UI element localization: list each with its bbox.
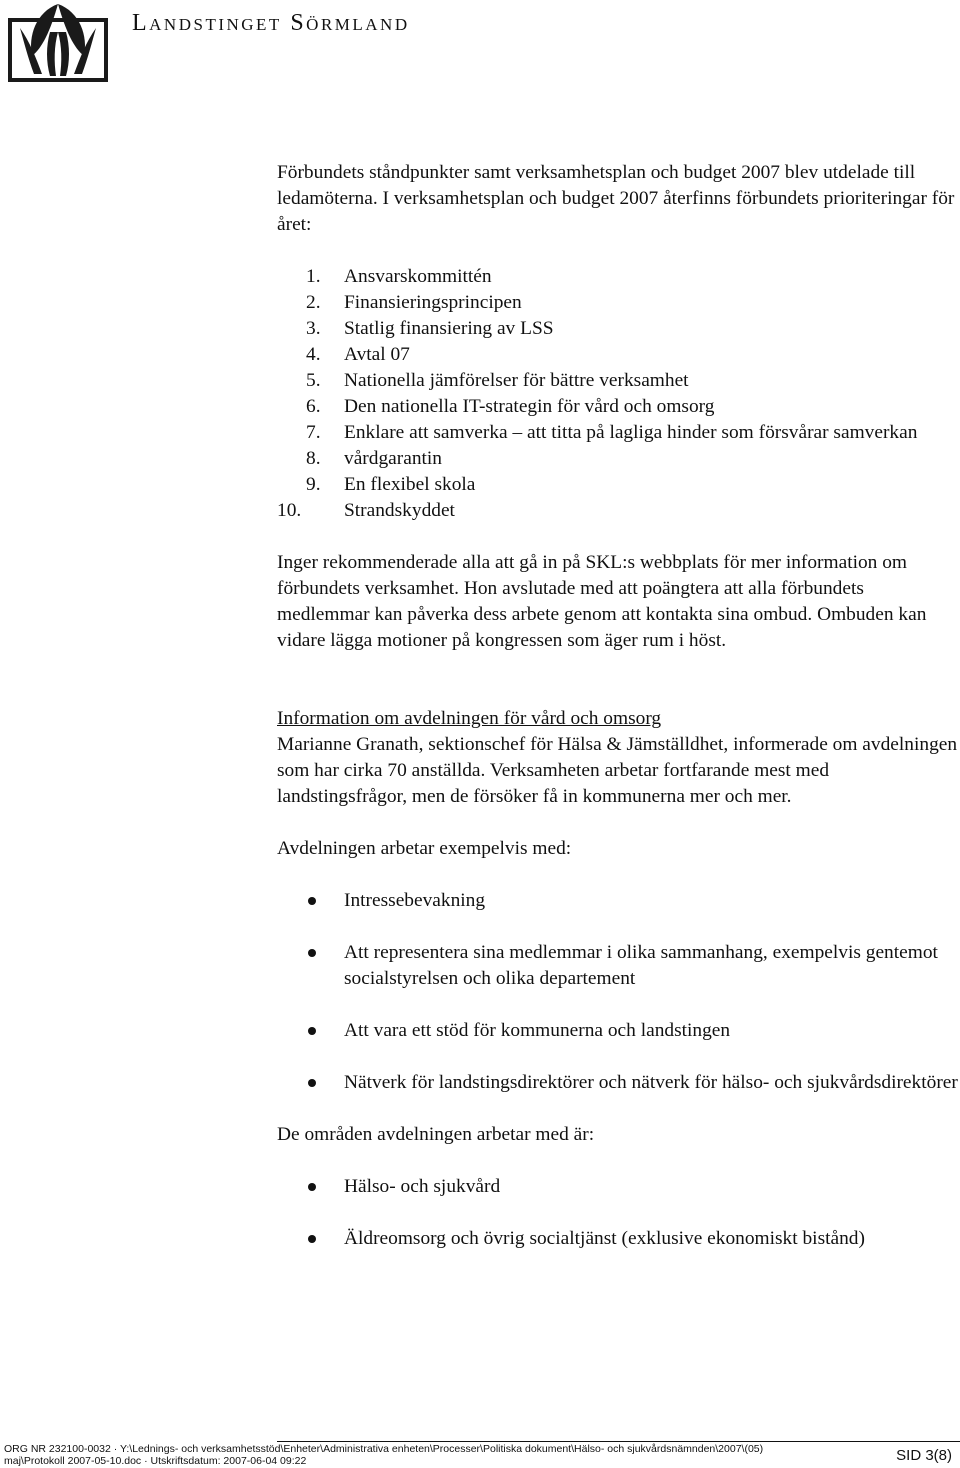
list-item: 5. Nationella jämförelser för bättre verksamhet — [306, 370, 689, 391]
bullet-icon — [308, 1079, 316, 1087]
footer-divider — [277, 1441, 960, 1442]
work-list — [277, 888, 960, 1096]
list-item: Intressebevakning — [277, 888, 960, 914]
work-intro: Avdelningen arbetar exempelvis med: — [277, 838, 572, 859]
list-item: 1. Ansvarskommittén — [306, 266, 492, 287]
footer-line-2: maj\Protokoll 2007-05-10.doc · Utskriftsdatum: 2007-06-04 09:22 — [4, 1455, 307, 1467]
list-item: 9. En flexibel skola — [306, 474, 476, 495]
priority-list — [277, 264, 960, 524]
list-item: Äldreomsorg och övrig socialtjänst (exklusive ekonomiskt bistånd) — [277, 1226, 960, 1252]
skl-paragraph: Inger rekommenderade alla att gå in på SKL:s webbplats för mer information om förbundets verksamhet. Hon avslutade med att poängtera att alla förbundets medlemmar kan påverka dess arbete genom att kontakta sina ombud. Ombuden kan vidare lägga motioner på kongressen som äger rum i höst. — [277, 552, 927, 651]
page-number: SID 3(8) — [896, 1447, 952, 1464]
bullet-icon — [308, 1183, 316, 1191]
areas-list — [277, 1174, 960, 1252]
list-item: Att vara ett stöd för kommunerna och landstingen — [277, 1018, 960, 1044]
list-item: 7. Enklare att samverka – att titta på lagliga hinder som försvårar samverkan — [306, 422, 918, 443]
list-item: Nätverk för landstingsdirektörer och nätverk för hälso- och sjukvårdsdirektörer — [277, 1070, 960, 1096]
list-item: 3. Statlig finansiering av LSS — [306, 318, 554, 339]
list-item: 10. Strandskyddet — [277, 500, 455, 521]
bullet-icon — [308, 949, 316, 957]
list-item: Hälso- och sjukvård — [277, 1174, 960, 1200]
list-item: 4. Avtal 07 — [306, 344, 410, 365]
list-item: Att representera sina medlemmar i olika sammanhang, exempelvis gentemot socialstyrelsen och olika departement — [277, 940, 960, 992]
list-item: 8. vårdgarantin — [306, 448, 442, 469]
intro-paragraph: Förbundets ståndpunkter samt verksamhetsplan och budget 2007 blev utdelade till ledamöterna. I verksamhetsplan och budget 2007 återfinns förbundets prioriteringar för året: — [277, 162, 955, 235]
bullet-icon — [308, 1027, 316, 1035]
org-name: Landstinget Sörmland — [132, 10, 410, 36]
section-paragraph: Marianne Granath, sektionschef för Hälsa & Jämställdhet, informerade om avdelningen som har cirka 70 anställda. Verksamheten arbetar fortfarande mest med landstingsfrågor, men de försöker få in kommunerna mer och mer. — [277, 734, 958, 807]
bullet-icon — [308, 1235, 316, 1243]
document-body — [277, 160, 960, 1278]
areas-intro: De områden avdelningen arbetar med är: — [277, 1124, 595, 1145]
list-item: 2. Finansieringsprincipen — [306, 292, 522, 313]
landstinget-logo — [6, 2, 110, 84]
bullet-icon — [308, 897, 316, 905]
list-item: 6. Den nationella IT-strategin för vård och omsorg — [306, 396, 715, 417]
footer-line-1: ORG NR 232100-0032 · Y:\Lednings- och verksamhetsstöd\Enheter\Administrativa enheten\Processer\Politiska dokument\Hälso- och sjukvårdsnämnden\2007\(05) — [4, 1443, 764, 1455]
section-heading: Information om avdelningen för vård och omsorg — [277, 708, 662, 729]
footer — [4, 1443, 884, 1467]
